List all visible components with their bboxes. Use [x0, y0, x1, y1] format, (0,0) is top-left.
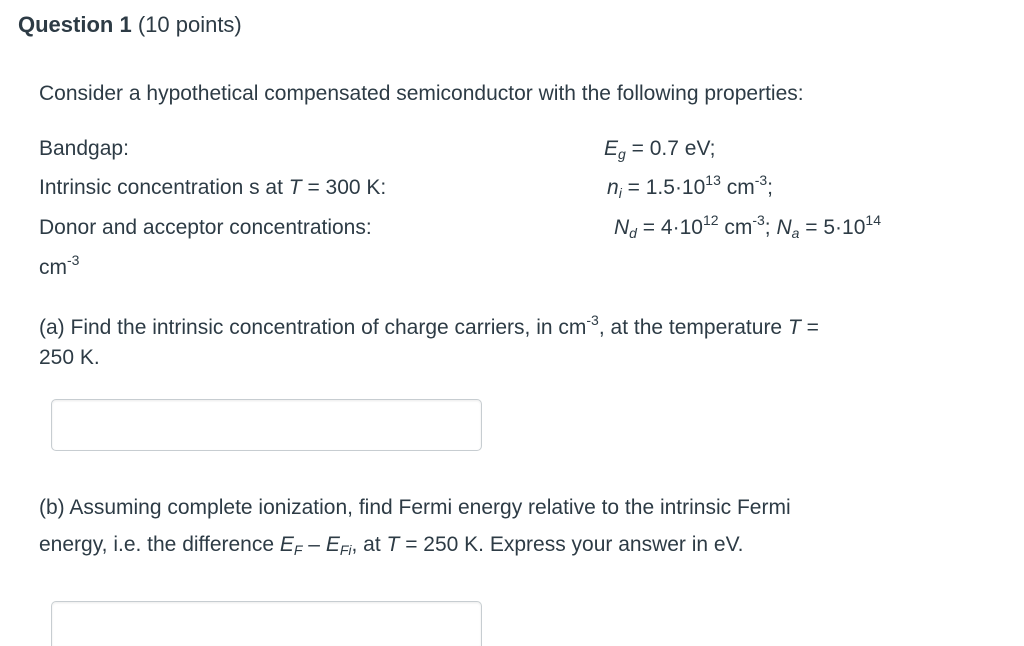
bandgap-label: Bandgap: — [39, 137, 129, 160]
part-b-answer-input[interactable] — [51, 601, 482, 646]
intrinsic-concentration-value: $n_i = 1.5\cdot 10^{13}$ $cm^{-3}$; — [607, 172, 773, 201]
bandgap-value: $E_g = 0.7$ eV; — [604, 137, 716, 162]
question-header — [18, 10, 242, 40]
dopant-concentrations-value: $N_d = 4\cdot 10^{12}$ $cm^{-3}$; $N_a = 5\cdot 10^{14}$ — [614, 212, 881, 241]
part-a-prompt-line2: 250 K. — [39, 346, 100, 369]
part-a-answer-input[interactable] — [51, 399, 482, 451]
intrinsic-concentration-label: Intrinsic concentration s at T = 300 K: — [39, 176, 387, 199]
question-title: Question 1 — [18, 12, 132, 37]
dopant-unit-wrap: $cm^{-3}$ — [39, 252, 80, 279]
part-b-prompt: (b) Assuming complete ionization, find Fermi energy relative to the intrinsic Fermi — [39, 496, 791, 519]
question-intro: Consider a hypothetical compensated semiconductor with the following properties: — [39, 82, 804, 105]
part-a-prompt: (a) Find the intrinsic concentration of charge carriers, in $cm^{-3}$, at the temperature T = — [39, 312, 819, 339]
dopant-concentrations-label: Donor and acceptor concentrations: — [39, 216, 372, 239]
question-points: (10 points) — [137, 12, 242, 37]
part-b-prompt-line2: energy, i.e. the difference $E_F - E_{Fi}$, at T = 250 K. Express your answer in eV. — [39, 533, 744, 558]
